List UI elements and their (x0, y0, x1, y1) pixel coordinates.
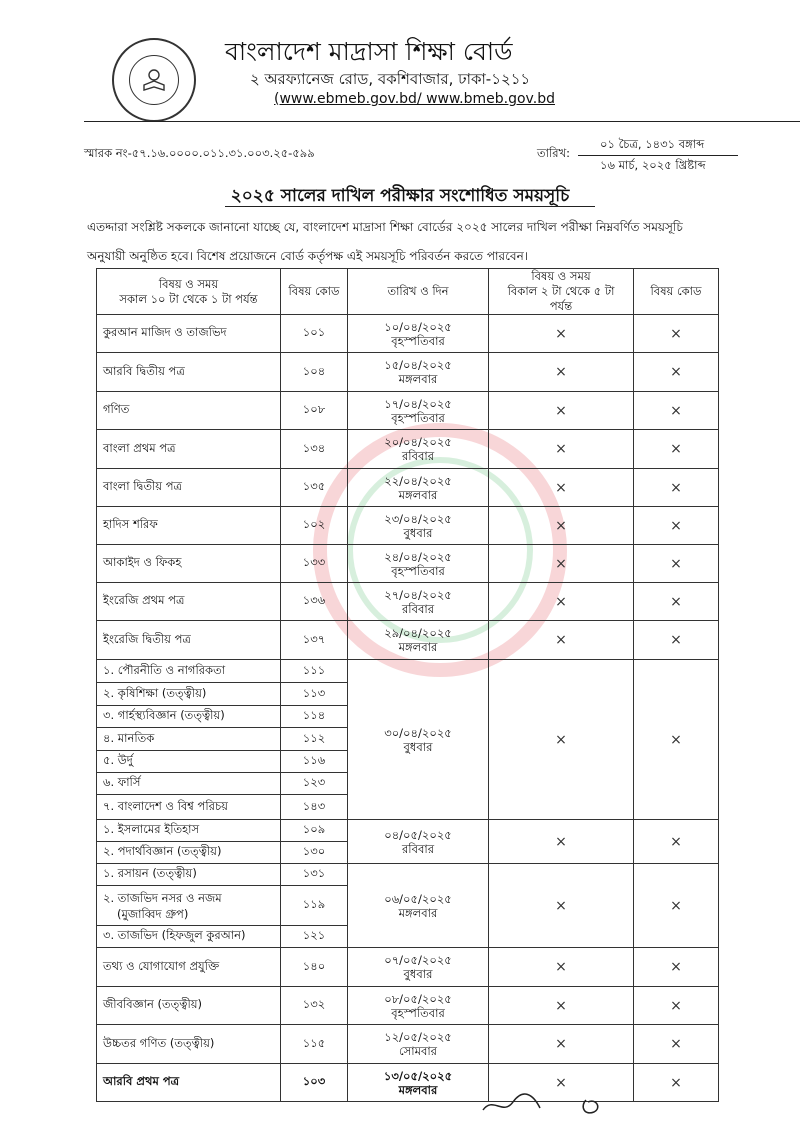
date-divider (578, 155, 738, 156)
date-cell (348, 545, 489, 583)
subject-cell: তথ্য ও যোগাযোগ প্রযুক্তি (97, 948, 281, 987)
exam-date: ০৪/০৫/২০২৫ (384, 827, 452, 842)
cross-mark-icon: × (489, 1064, 634, 1102)
subject-cell: গণিত (97, 392, 281, 430)
table-row (97, 430, 719, 469)
exam-day: বৃহস্পতিবার (391, 410, 445, 425)
cross-mark-icon: × (489, 392, 634, 430)
table-row (97, 948, 719, 987)
cross-mark-icon: × (489, 987, 634, 1025)
date-cell (348, 315, 489, 353)
date-cell (348, 948, 489, 987)
code-cell: ১০৮ (281, 392, 348, 430)
code-cell: ১০৯ (281, 820, 348, 842)
cross-mark-icon: × (489, 864, 634, 948)
code-cell: ১১৯ (281, 886, 348, 926)
table-row (97, 621, 719, 660)
date-cell (348, 820, 489, 864)
code-cell: ১৩৭ (281, 621, 348, 660)
subject-cell: হাদিস শরিফ (97, 507, 281, 545)
subject-cell: ১. পৌরনীতি ও নাগরিকতা (97, 660, 281, 683)
cross-mark-icon: × (489, 315, 634, 353)
code-cell: ১৩১ (281, 864, 348, 886)
cross-mark-icon: × (489, 469, 634, 507)
table-header-row (97, 269, 719, 315)
exam-day: রবিবার (401, 601, 435, 616)
exam-day: সোমবার (398, 1044, 438, 1058)
exam-day: বৃহস্পতিবার (391, 1005, 445, 1020)
code-cell: ১৪০ (281, 948, 348, 987)
code-cell: ১১২ (281, 728, 348, 751)
header-afternoon-time: বিকাল ২ টা থেকে ৫ টা পর্যন্ত (507, 284, 615, 313)
cross-mark-icon: × (634, 469, 719, 507)
date-bangla: ০১ চৈত্র, ১৪৩১ বঙ্গাব্দ (600, 137, 705, 151)
code-cell: ১১৫ (281, 1025, 348, 1064)
board-address: ২ অরফ্যানেজ রোড, বকশিবাজার, ঢাকা-১২১১ (250, 70, 531, 88)
memo-number: স্মারক নং-৫৭.১৬.০০০০.০১১.৩১.০০৩.২৫-৫৯৯ (84, 146, 315, 160)
header-morning-subject: বিষয় ও সময় (158, 276, 219, 291)
code-cell: ১১৪ (281, 706, 348, 728)
subject-cell: ২. কৃষিশিক্ষা (তত্ত্বীয়) (97, 683, 281, 706)
exam-date: ২৯/০৪/২০২৫ (384, 626, 452, 640)
date-cell (348, 987, 489, 1025)
exam-day: মঙ্গলবার (398, 372, 438, 386)
date-cell (348, 583, 489, 621)
exam-date: ২৩/০৪/২০২৫ (384, 511, 452, 526)
cross-mark-icon: × (634, 1025, 719, 1064)
board-seal (112, 38, 196, 122)
cross-mark-icon: × (489, 820, 634, 864)
code-cell: ১০৩ (281, 1064, 348, 1102)
date-cell (348, 353, 489, 392)
subject-cell: জীববিজ্ঞান (তত্ত্বীয়) (97, 987, 281, 1025)
subject-cell: ৩. গার্হস্থ্যবিজ্ঞান (তত্ত্বীয়) (97, 706, 281, 728)
date-label: তারিখ: (537, 146, 571, 160)
exam-date: ০৮/০৫/২০২৫ (384, 991, 452, 1006)
exam-day: রবিবার (401, 449, 435, 463)
exam-day: বৃহস্পতিবার (391, 563, 445, 578)
exam-date: ১৫/০৪/২০২৫ (384, 358, 452, 372)
code-cell: ১০২ (281, 507, 348, 545)
table-row (97, 545, 719, 583)
subject-cell: কুরআন মাজিদ ও তাজভিদ (97, 315, 281, 353)
exam-date: ১৩/০৫/২০২৫ (383, 1068, 453, 1083)
cross-mark-icon: × (489, 507, 634, 545)
subject-cell: আরবি দ্বিতীয় পত্র (97, 353, 281, 392)
exam-date: ২৪/০৪/২০২৫ (384, 549, 452, 564)
code-cell: ১১১ (281, 660, 348, 683)
exam-date: ১০/০৪/২০২৫ (384, 319, 452, 334)
subject-cell: ইংরেজি দ্বিতীয় পত্র (97, 621, 281, 660)
table-row (97, 315, 719, 353)
table-row (97, 507, 719, 545)
subject-cell: ৪. মানতিক (97, 728, 281, 751)
exam-date: ২৭/০৪/২০২৫ (384, 587, 452, 602)
table-row (97, 583, 719, 621)
table-row (97, 820, 719, 842)
date-cell (348, 1064, 489, 1102)
subject-cell: ৫. উর্দু (97, 751, 281, 773)
date-cell (348, 621, 489, 660)
cross-mark-icon: × (634, 864, 719, 948)
exam-day: রবিবার (401, 841, 435, 856)
date-cell (348, 1025, 489, 1064)
subject-cell: ১. ইসলামের ইতিহাস (97, 820, 281, 842)
exam-date: ০৭/০৫/২০২৫ (384, 953, 452, 967)
board-websites[interactable]: (www.ebmeb.gov.bd/ www.bmeb.gov.bd (274, 91, 555, 107)
code-cell: ১১৬ (281, 751, 348, 773)
header-date: তারিখ ও দিন (348, 269, 489, 315)
subject-line-2: (মুজাব্বিদ গ্রুপ) (117, 906, 189, 921)
cross-mark-icon: × (634, 820, 719, 864)
cross-mark-icon: × (634, 545, 719, 583)
date-cell (348, 507, 489, 545)
header-morning (97, 269, 281, 315)
exam-schedule-table (96, 268, 719, 1102)
cross-mark-icon: × (634, 507, 719, 545)
header-afternoon-code: বিষয় কোড (634, 269, 719, 315)
code-cell: ১৩৬ (281, 583, 348, 621)
cross-mark-icon: × (634, 392, 719, 430)
cross-mark-icon: × (634, 660, 719, 820)
exam-day: মঙ্গলবার (398, 640, 438, 654)
exam-date: ২০/০৪/২০২৫ (384, 435, 452, 449)
cross-mark-icon: × (634, 948, 719, 987)
subject-cell: আকাইদ ও ফিকহ (97, 545, 281, 583)
code-cell: ১২১ (281, 926, 348, 948)
date-cell (348, 430, 489, 469)
header-afternoon (489, 269, 634, 315)
table-row (97, 469, 719, 507)
code-cell: ১০৪ (281, 353, 348, 392)
exam-day: বৃহস্পতিবার (391, 333, 445, 348)
cross-mark-icon: × (634, 430, 719, 469)
table-row (97, 1025, 719, 1064)
subject-cell: ২. পদার্থবিজ্ঞান (তত্ত্বীয়) (97, 842, 281, 864)
exam-day: মঙ্গলবার (398, 1082, 438, 1097)
date-cell (348, 392, 489, 430)
title-underline (225, 206, 595, 207)
date-cell (348, 660, 489, 820)
header-morning-time: সকাল ১০ টা থেকে ১ টা পর্যন্ত (119, 291, 258, 306)
cross-mark-icon: × (634, 583, 719, 621)
cross-mark-icon: × (489, 545, 634, 583)
seal-emblem-icon (129, 55, 179, 105)
page-title: ২০২৫ সালের দাখিল পরীক্ষার সংশোধিত সময়সূচি (230, 186, 570, 206)
exam-date: ১২/০৫/২০২৫ (384, 1030, 452, 1044)
exam-day: বুধবার (403, 967, 433, 981)
exam-day: বুধবার (403, 739, 433, 754)
subject-cell: উচ্চতর গণিত (তত্ত্বীয়) (97, 1025, 281, 1064)
table-row (97, 353, 719, 392)
subject-cell: বাংলা প্রথম পত্র (97, 430, 281, 469)
cross-mark-icon: × (634, 987, 719, 1025)
subject-cell: বাংলা দ্বিতীয় পত্র (97, 469, 281, 507)
cross-mark-icon: × (489, 948, 634, 987)
table-row (97, 864, 719, 886)
code-cell: ১৩০ (281, 842, 348, 864)
table-row (97, 987, 719, 1025)
table-row (97, 1064, 719, 1102)
cross-mark-icon: × (634, 315, 719, 353)
cross-mark-icon: × (634, 621, 719, 660)
subject-cell: ৭. বাংলাদেশ ও বিশ্ব পরিচয় (97, 795, 281, 820)
date-cell (348, 864, 489, 948)
subject-cell: ৬. ফার্সি (97, 773, 281, 795)
table-row (97, 660, 719, 683)
exam-date: ০৬/০৫/২০২৫ (384, 891, 452, 906)
cross-mark-icon: × (489, 1025, 634, 1064)
intro-paragraph: এতদ্দারা সংশ্লিষ্ট সকলকে জানানো যাচ্ছে যে, বাংলাদেশ মাদ্রাসা শিক্ষা বোর্ডের ২০২৫ সালের দাখিল পরীক্ষা নিম্নবর্ণিত সময়সূচি অনুযায়ী অনুষ্ঠিত হবে। বিশেষ প্রয়োজনে বোর্ড কর্তৃপক্ষ এই সময়সূচি পরিবর্তন করতে পারবেন। (87, 220, 683, 263)
exam-date: ৩০/০৪/২০২৫ (384, 725, 452, 740)
code-cell: ১৩৩ (281, 545, 348, 583)
subject-cell: ৩. তাজভিদ (হিফজুল কুরআন) (97, 926, 281, 948)
header-code: বিষয় কোড (281, 269, 348, 315)
subject-cell: আরবি প্রথম পত্র (97, 1064, 281, 1102)
code-cell: ১৩৪ (281, 430, 348, 469)
exam-date: ১৭/০৪/২০২৫ (384, 396, 452, 411)
code-cell: ১৩৫ (281, 469, 348, 507)
code-cell: ১৩২ (281, 987, 348, 1025)
cross-mark-icon: × (634, 1064, 719, 1102)
subject-cell: ১. রসায়ন (তত্ত্বীয়) (97, 864, 281, 886)
exam-day: বুধবার (403, 525, 433, 540)
exam-day: মঙ্গলবার (398, 905, 438, 920)
cross-mark-icon: × (489, 583, 634, 621)
cross-mark-icon: × (634, 353, 719, 392)
code-cell: ১১৩ (281, 683, 348, 706)
header-afternoon-subject: বিষয় ও সময় (531, 269, 591, 283)
date-gregorian: ১৬ মার্চ, ২০২৫ খ্রিষ্টাব্দ (600, 158, 706, 172)
exam-day: মঙ্গলবার (398, 487, 438, 502)
code-cell: ১২৩ (281, 773, 348, 795)
table-row (97, 392, 719, 430)
subject-cell: ইংরেজি প্রথম পত্র (97, 583, 281, 621)
code-cell: ১৪৩ (281, 795, 348, 820)
header-divider (84, 121, 800, 122)
cross-mark-icon: × (489, 353, 634, 392)
signature (478, 1086, 618, 1122)
date-cell (348, 469, 489, 507)
code-cell: ১০১ (281, 315, 348, 353)
board-name: বাংলাদেশ মাদ্রাসা শিক্ষা বোর্ড (225, 37, 513, 66)
subject-cell (97, 886, 281, 926)
cross-mark-icon: × (489, 621, 634, 660)
exam-date: ২২/০৪/২০২৫ (384, 473, 452, 488)
cross-mark-icon: × (489, 430, 634, 469)
cross-mark-icon: × (489, 660, 634, 820)
subject-line-1: ২. তাজভিদ নসর ও নজম (103, 890, 222, 905)
